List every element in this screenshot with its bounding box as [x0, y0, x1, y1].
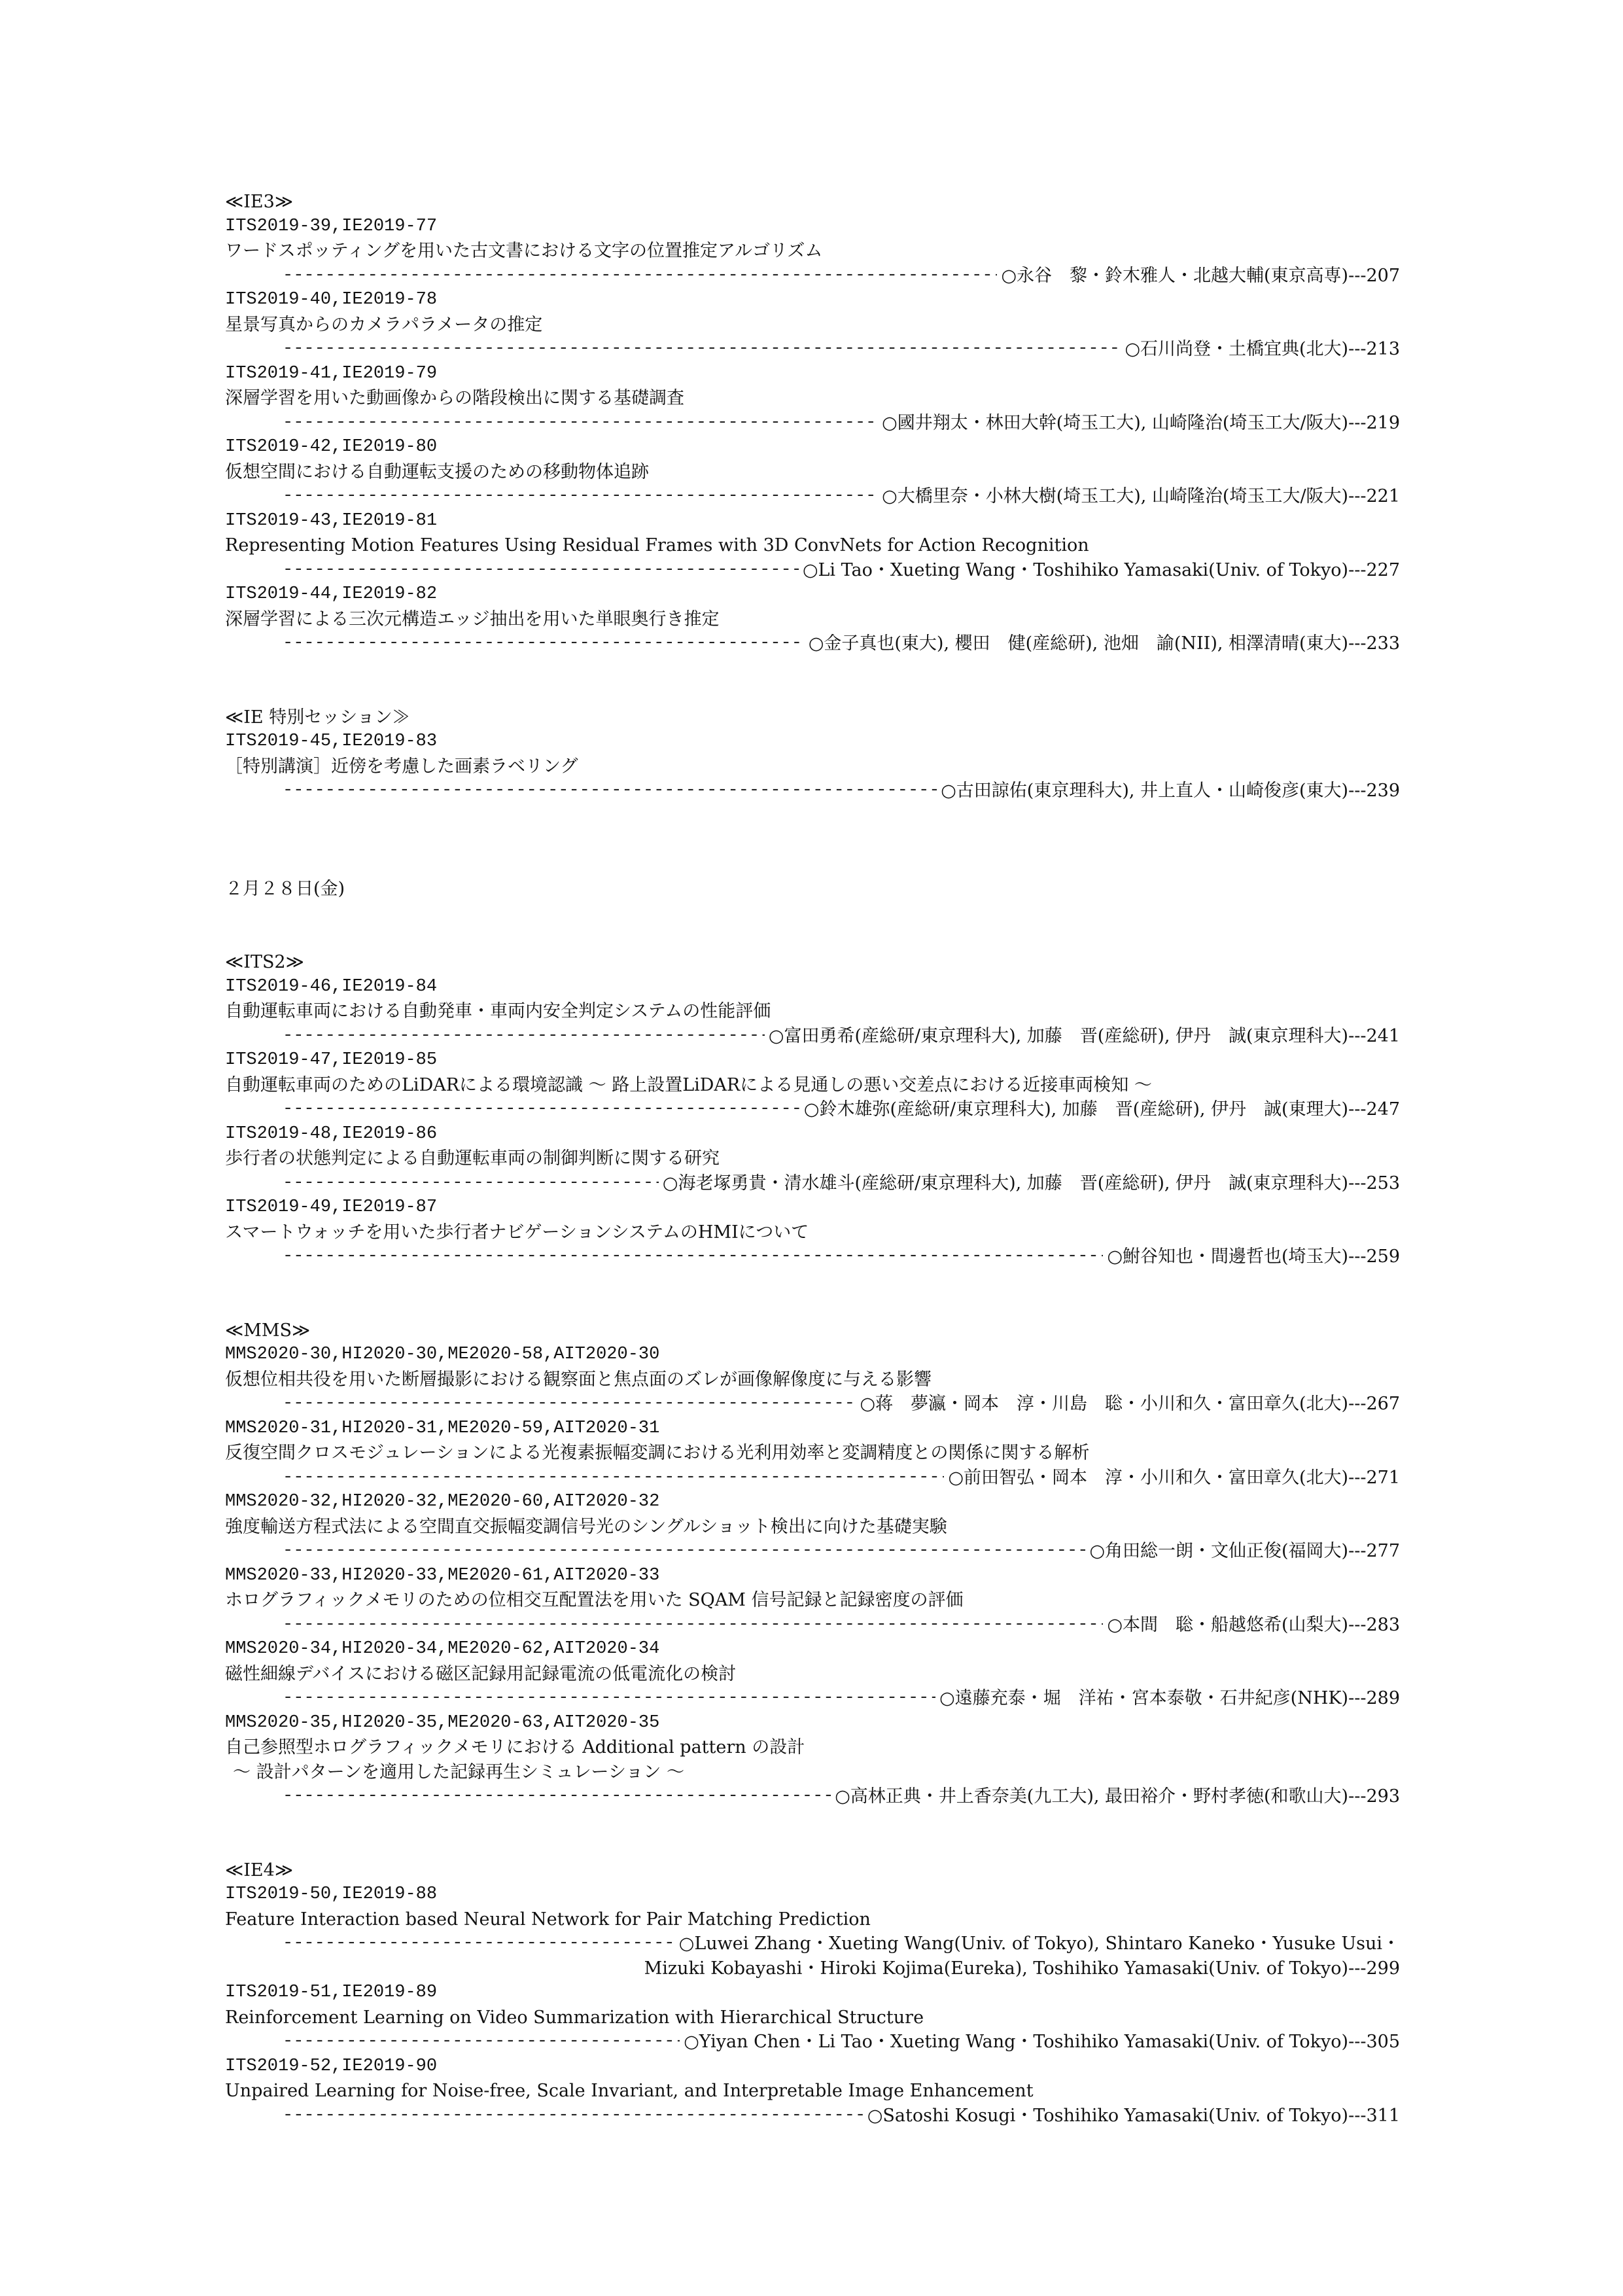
paper-id: ITS2019-44,IE2019-82: [225, 584, 438, 604]
leader-dashes: [283, 2030, 680, 2055]
section-spacer: [225, 1269, 1400, 1318]
paper-authors: ○遠藤充泰・堀 洋祐・宮本泰敬・石井紀彦(NHK)---289: [939, 1688, 1400, 1708]
author-line: [225, 779, 1400, 804]
section-header: ≪ITS2≫: [225, 952, 304, 972]
leader-dashes: [283, 484, 878, 509]
paper-title: Unpaired Learning for Noise-free, Scale Invariant, and Interpretable Image Enhancement: [225, 2081, 1034, 2101]
paper-authors: ○Li Tao・Xueting Wang・Toshihiko Yamasaki(Univ. of Tokyo)---227: [802, 559, 1400, 580]
author-line: [225, 1024, 1400, 1049]
paper-title: スマートウォッチを用いた歩行者ナビゲーションシステムのHMIについて: [225, 1222, 809, 1243]
paper-id: MMS2020-31,HI2020-31,ME2020-59,AIT2020-31: [225, 1418, 660, 1438]
paper-authors: ○古田諒佑(東京理科大), 井上直人・山崎俊彦(東大)---239: [941, 781, 1400, 801]
author-line: [225, 484, 1400, 509]
paper-authors: ○鈴木雄弥(産総研/東京理科大), 加藤 晋(産総研), 伊丹 誠(東理大)---247: [803, 1099, 1400, 1120]
paper-id: ITS2019-51,IE2019-89: [225, 1983, 438, 2002]
paper-title: 歩行者の状態判定による自動運転車両の制御判断に関する研究: [225, 1148, 720, 1169]
program-entry: [225, 1122, 1400, 1196]
leader-dashes: [283, 631, 805, 656]
paper-id: MMS2020-35,HI2020-35,ME2020-63,AIT2020-35: [225, 1712, 660, 1733]
leader-dashes: [283, 1686, 935, 1711]
paper-id: ITS2019-52,IE2019-90: [225, 2056, 438, 2076]
section-header: ≪IE4≫: [225, 1860, 294, 1881]
paper-title: 磁性細線デバイスにおける磁区記録用記録電流の低電流化の検討: [225, 1663, 737, 1684]
section-spacer: [225, 901, 1400, 950]
leader-dashes: [283, 264, 997, 289]
paper-authors: ○金子真也(東大), 櫻田 健(産総研), 池畑 諭(NII), 相澤清晴(東大)---233: [808, 633, 1400, 654]
session-date: ２月２８日(金): [225, 878, 345, 899]
paper-title: 自己参照型ホログラフィックメモリにおける Additional pattern の設計: [225, 1737, 805, 1757]
paper-authors: ○富田勇希(産総研/東京理科大), 加藤 晋(産総研), 伊丹 誠(東京理科大)---241: [768, 1025, 1400, 1046]
paper-authors: ○鮒谷知也・間邊哲也(埼玉大)---259: [1107, 1246, 1400, 1267]
paper-title: 深層学習による三次元構造エッジ抽出を用いた単眼奥行き推定: [225, 609, 720, 629]
paper-authors: ○Yiyan Chen・Li Tao・Xueting Wang・Toshihiko Yamasaki(Univ. of Tokyo)---305: [684, 2032, 1400, 2052]
paper-authors: ○國井翔太・林田大幹(埼玉工大), 山崎隆治(埼玉工大/阪大)---219: [882, 412, 1400, 433]
paper-authors: ○Satoshi Kosugi・Toshihiko Yamasaki(Univ. of Tokyo)---311: [867, 2105, 1400, 2126]
section-header: ≪MMS≫: [225, 1320, 311, 1341]
program-entry: [225, 1564, 1400, 1638]
paper-title: Feature Interaction based Neural Network for Pair Matching Prediction: [225, 1909, 871, 1930]
program-entry: [225, 215, 1400, 289]
section-spacer: [225, 1809, 1400, 1858]
paper-id: ITS2019-45,IE2019-83: [225, 732, 438, 751]
paper-authors: ○大橋里奈・小林大樹(埼玉工大), 山崎隆治(埼玉工大/阪大)---221: [882, 486, 1400, 506]
author-line: [225, 2030, 1400, 2055]
program-entry: [225, 1048, 1400, 1122]
leader-dashes: [283, 337, 1121, 362]
date-spacer: [225, 804, 1400, 877]
program-entry: [225, 509, 1400, 583]
author-line: [225, 264, 1400, 289]
leader-dashes: [283, 411, 878, 436]
program-entry: [225, 1195, 1400, 1269]
author-line: [225, 631, 1400, 656]
paper-id: MMS2020-30,HI2020-30,ME2020-58,AIT2020-30: [225, 1345, 660, 1364]
author-line: [225, 1686, 1400, 1711]
paper-authors: ○蒋 夢瀛・岡本 淳・川島 聡・小川和久・富田章久(北大)---267: [860, 1394, 1400, 1414]
author-line: [225, 1097, 1400, 1122]
paper-id: ITS2019-39,IE2019-77: [225, 216, 438, 236]
author-line: [225, 1245, 1400, 1269]
program-entry: [225, 730, 1400, 804]
author-line: [225, 1539, 1400, 1564]
author-line: [225, 1784, 1400, 1809]
paper-title: Reinforcement Learning on Video Summarization with Hierarchical Structure: [225, 2007, 924, 2028]
paper-authors: ○Luwei Zhang・Xueting Wang(Univ. of Tokyo), Shintaro Kaneko・Yusuke Usui・: [678, 1934, 1400, 1954]
paper-title: 星景写真からのカメラパラメータの推定: [225, 314, 543, 335]
paper-id: ITS2019-40,IE2019-78: [225, 290, 438, 309]
paper-id: ITS2019-41,IE2019-79: [225, 363, 438, 383]
author-line: [225, 1466, 1400, 1491]
paper-id: ITS2019-48,IE2019-86: [225, 1123, 438, 1144]
section-spacer: [225, 656, 1400, 705]
paper-title: 強度輸送方程式法による空間直交振幅変調信号光のシングルショット検出に向けた基礎実験: [225, 1516, 947, 1537]
author-line: [225, 411, 1400, 436]
leader-dashes: [283, 1932, 675, 1956]
program-entry: [225, 1637, 1400, 1711]
paper-title: 反復空間クロスモジュレーションによる光複素振幅変調における光利用効率と変調精度との関係に関する解析: [225, 1443, 1090, 1463]
leader-dashes: [283, 1024, 765, 1049]
paper-id: MMS2020-33,HI2020-33,ME2020-61,AIT2020-33: [225, 1565, 660, 1585]
paper-authors: ○石川尚登・土橋宜典(北大)---213: [1125, 339, 1400, 359]
paper-id: ITS2019-47,IE2019-85: [225, 1050, 438, 1070]
section-header: ≪IE 特別セッション≫: [225, 707, 410, 728]
paper-authors: ○高林正典・井上香奈美(九工大), 最田裕介・野村孝徳(和歌山大)---293: [835, 1786, 1400, 1807]
program-entry: [225, 582, 1400, 656]
paper-authors: ○永谷 黎・鈴木雅人・北越大輔(東京高専)---207: [1001, 265, 1400, 286]
author-line: [225, 558, 1400, 583]
leader-dashes: [283, 1392, 856, 1417]
program-entry: [225, 435, 1400, 509]
program-entry: [225, 1981, 1400, 2055]
paper-title: 仮想空間における自動運転支援のための移動物体追跡: [225, 461, 649, 482]
leader-dashes: [283, 1539, 1085, 1564]
leader-dashes: [283, 1466, 944, 1491]
paper-title: ～ 設計パターンを適用した記録再生シミュレーション ～: [233, 1761, 685, 1782]
leader-dashes: [283, 1784, 831, 1809]
leader-dashes: [283, 1097, 800, 1122]
paper-authors: ○角田総一朗・文仙正俊(福岡大)---277: [1089, 1541, 1400, 1561]
program-entry: [225, 288, 1400, 362]
program-entry: [225, 1343, 1400, 1417]
program-entry: [225, 1490, 1400, 1564]
program-entry: [225, 1882, 1400, 1981]
leader-dashes: [283, 779, 937, 804]
author-line: [225, 1392, 1400, 1417]
leader-dashes: [283, 1613, 1103, 1638]
paper-id: ITS2019-42,IE2019-80: [225, 437, 438, 457]
paper-title: 仮想位相共役を用いた断層撮影における観察面と焦点面のズレが画像解像度に与える影響: [225, 1369, 932, 1390]
program-entry: [225, 1417, 1400, 1491]
paper-id: ITS2019-49,IE2019-87: [225, 1197, 438, 1217]
paper-title: 自動運転車両のためのLiDARによる環境認識 ～ 路上設置LiDARによる見通しの悪い交差点における近接車両検知 ～: [225, 1074, 1152, 1095]
author-line: [225, 1613, 1400, 1638]
section-header: ≪IE3≫: [225, 192, 294, 212]
paper-id: ITS2019-46,IE2019-84: [225, 976, 438, 997]
paper-authors-continued: Mizuki Kobayashi・Hiroki Kojima(Eureka), Toshihiko Yamasaki(Univ. of Tokyo)---299: [644, 1958, 1400, 1979]
paper-title: ［特別講演］近傍を考慮した画素ラベリング: [225, 756, 578, 777]
program-page: [225, 190, 1400, 2128]
paper-authors: ○前田智弘・岡本 淳・小川和久・富田章久(北大)---271: [948, 1467, 1400, 1488]
leader-dashes: [283, 1171, 659, 1196]
author-line: [225, 1171, 1400, 1196]
paper-title: ホログラフィックメモリのための位相交互配置法を用いた SQAM 信号記録と記録密度の評価: [225, 1590, 964, 1610]
paper-id: ITS2019-50,IE2019-88: [225, 1884, 438, 1904]
paper-title: Representing Motion Features Using Residual Frames with 3D ConvNets for Action Recognition: [225, 535, 1089, 556]
paper-id: MMS2020-32,HI2020-32,ME2020-60,AIT2020-32: [225, 1492, 660, 1511]
paper-authors: ○本間 聡・船越悠希(山梨大)---283: [1107, 1614, 1400, 1635]
program-entry: [225, 2055, 1400, 2128]
leader-dashes: [283, 1245, 1103, 1269]
leader-dashes: [283, 2104, 864, 2128]
program-entry: [225, 362, 1400, 436]
leader-dashes: [283, 558, 799, 583]
paper-title: 自動運転車両における自動発車・車両内安全判定システムの性能評価: [225, 1001, 771, 1021]
author-line: [225, 2104, 1400, 2128]
paper-authors: ○海老塚勇貴・清水雄斗(産総研/東京理科大), 加藤 晋(産総研), 伊丹 誠(東京理科大)---253: [662, 1173, 1400, 1193]
program-entry: [225, 1711, 1400, 1809]
paper-title: 深層学習を用いた動画像からの階段検出に関する基礎調査: [225, 388, 684, 408]
author-line: [225, 337, 1400, 362]
paper-id: MMS2020-34,HI2020-34,ME2020-62,AIT2020-34: [225, 1639, 660, 1659]
paper-id: ITS2019-43,IE2019-81: [225, 510, 438, 531]
paper-title: ワードスポッティングを用いた古文書における文字の位置推定アルゴリズム: [225, 241, 823, 261]
program-entry: [225, 975, 1400, 1049]
author-line: [225, 1932, 1400, 1956]
